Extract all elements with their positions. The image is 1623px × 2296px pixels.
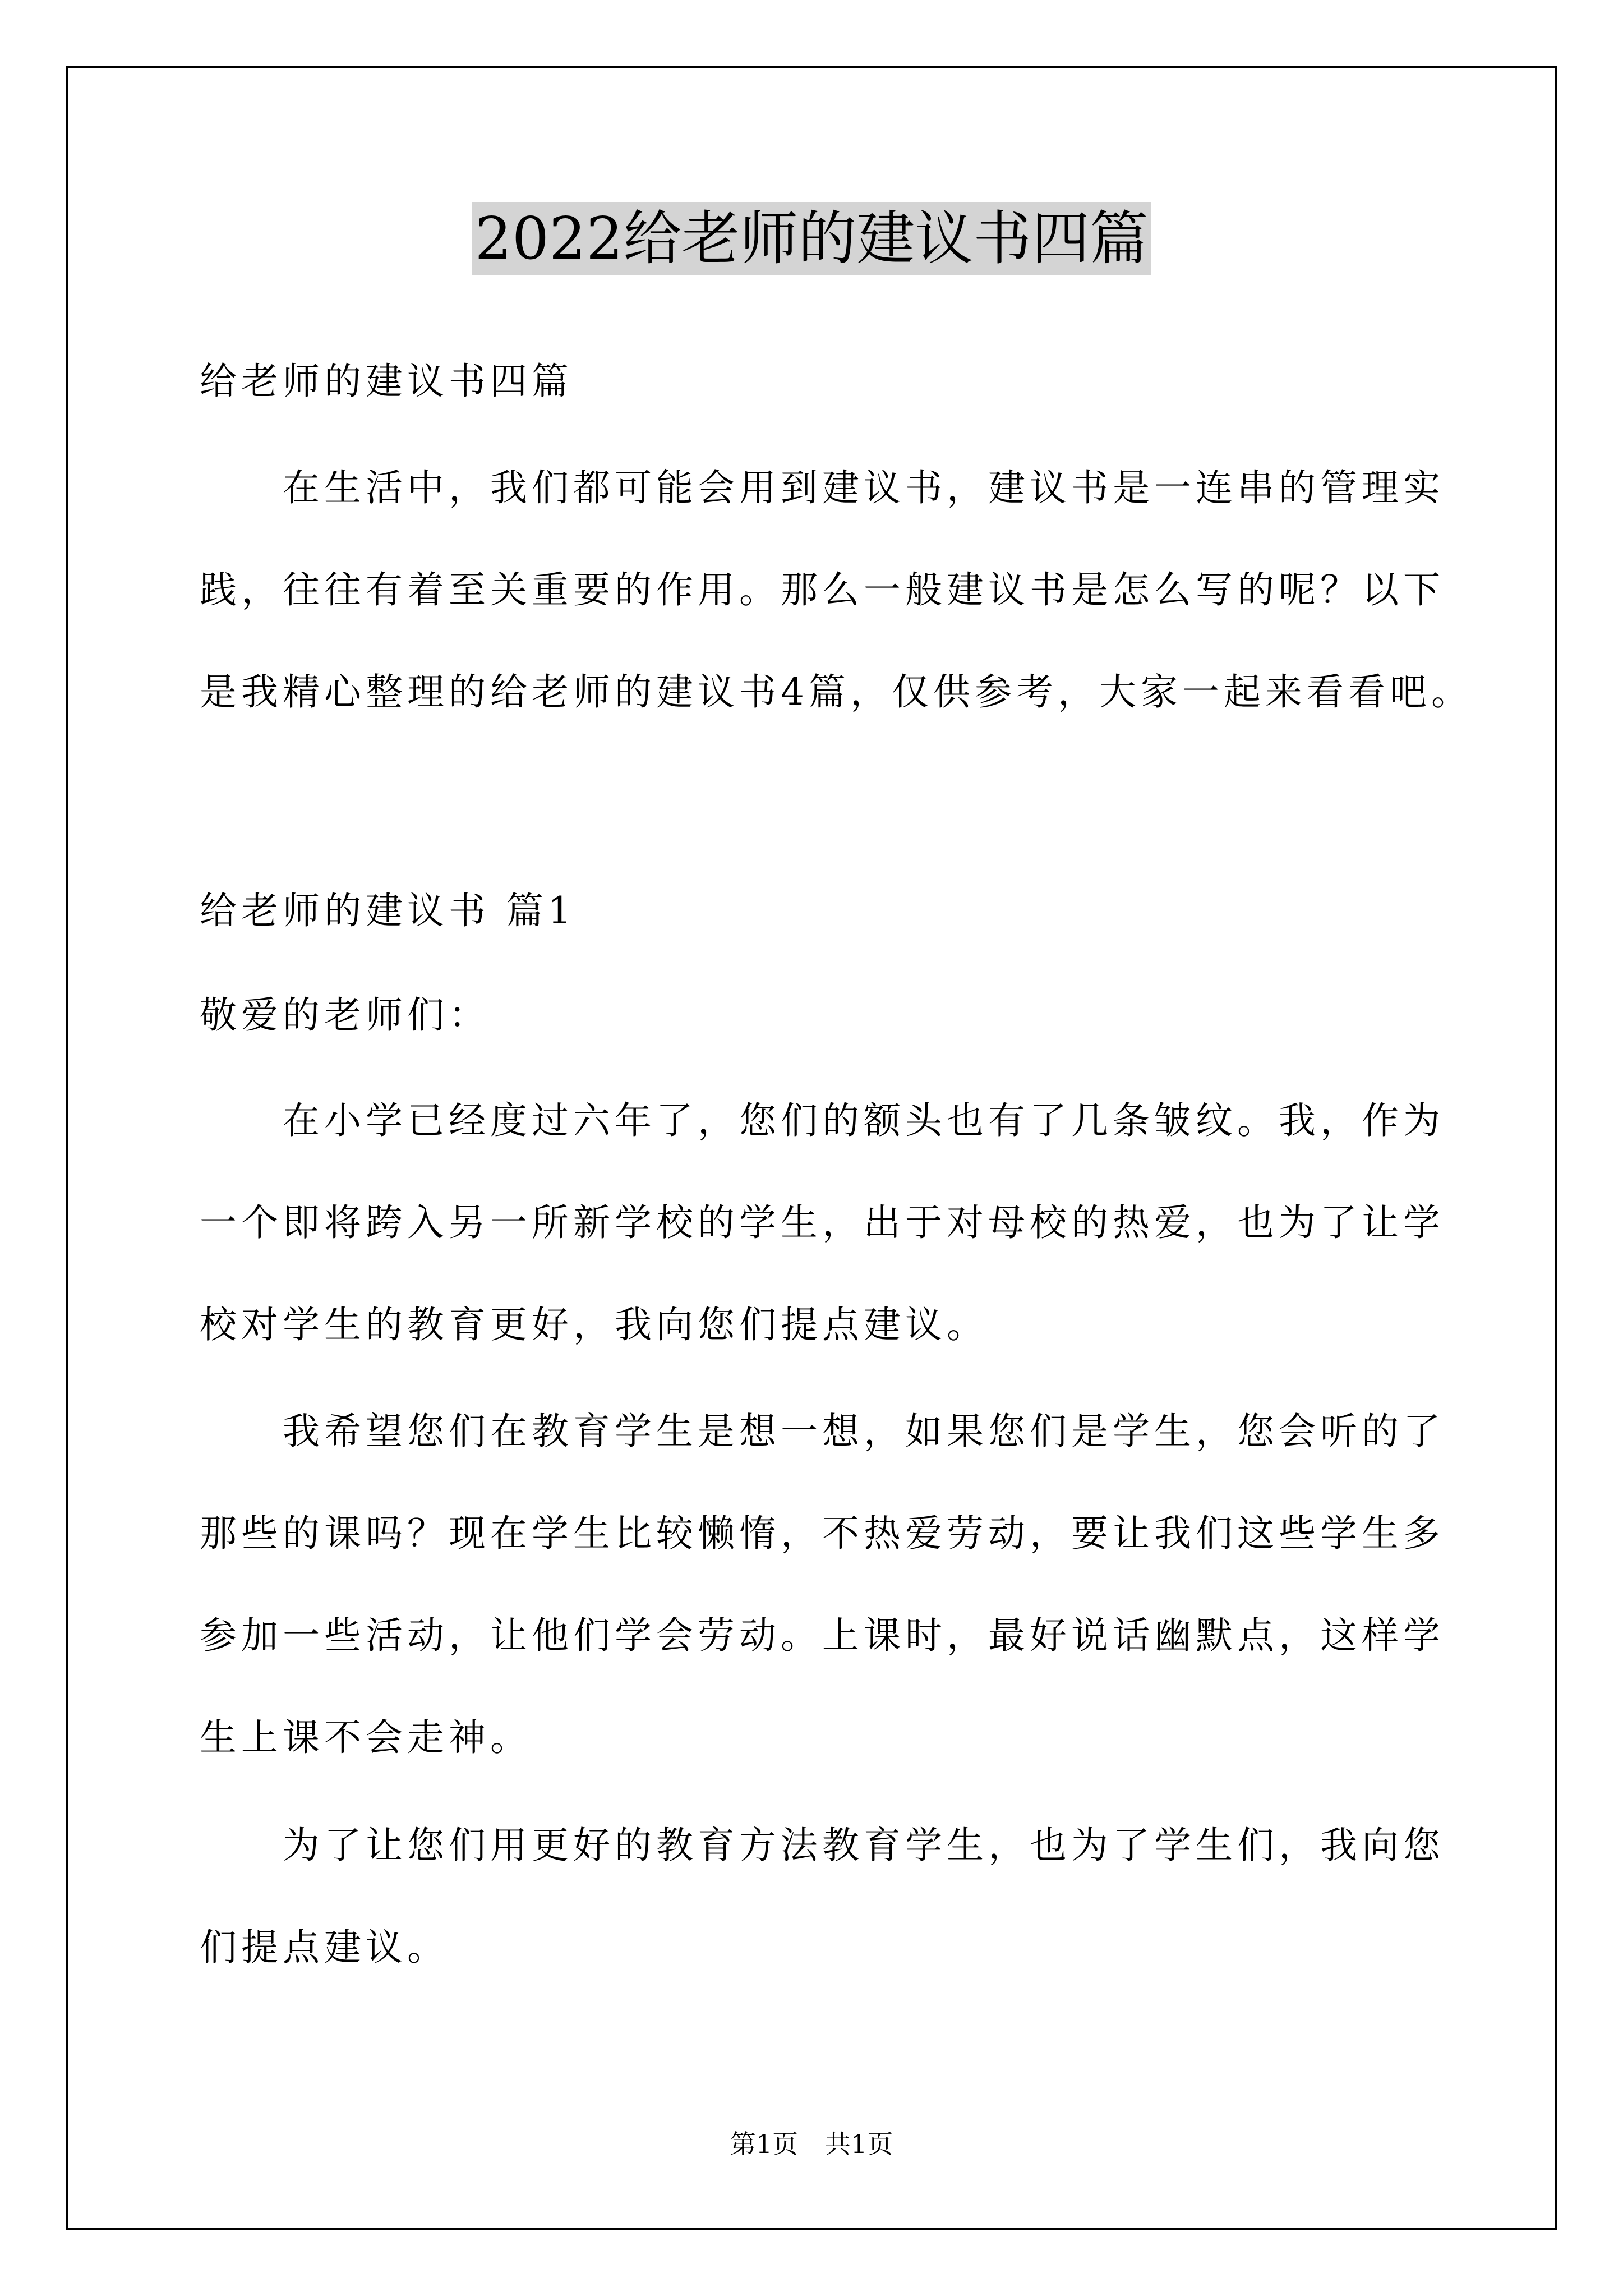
salutation: 敬爱的老师们： <box>200 993 490 1037</box>
paragraph2-line-1: 我希望您们在教育学生是想一想，如果您们是学生，您会听的了 <box>283 1410 1445 1453</box>
page-total: 共1页 <box>825 2129 893 2159</box>
paragraph2-line-4: 生上课不会走神。 <box>200 1716 532 1759</box>
paragraph1-line-3: 校对学生的教育更好，我向您们提点建议。 <box>200 1303 988 1346</box>
paragraph3-line-1: 为了让您们用更好的教育方法教育学生，也为了学生们，我向您 <box>283 1824 1445 1867</box>
intro-line-1: 在生活中，我们都可能会用到建议书，建议书是一连串的管理实 <box>283 466 1445 509</box>
paragraph3-line-2: 们提点建议。 <box>200 1926 449 1969</box>
page-footer <box>0 2127 1623 2161</box>
title-container <box>0 202 1623 275</box>
intro-line-2: 践，往往有着至关重要的作用。那么一般建议书是怎么写的呢？以下 <box>200 568 1445 611</box>
paragraph2-line-3: 参加一些活动，让他们学会劳动。上课时，最好说话幽默点，这样学 <box>200 1614 1445 1657</box>
intro-line-3: 是我精心整理的给老师的建议书4篇，仅供参考，大家一起来看看吧。 <box>200 670 1473 714</box>
paragraph1-line-1: 在小学已经度过六年了，您们的额头也有了几条皱纹。我，作为 <box>283 1099 1445 1142</box>
paragraph2-line-2: 那些的课吗？现在学生比较懒惰，不热爱劳动，要让我们这些学生多 <box>200 1512 1445 1555</box>
document-subtitle: 给老师的建议书四篇 <box>200 360 573 403</box>
page-number: 第1页 <box>730 2129 798 2159</box>
section-heading: 给老师的建议书 篇1 <box>200 889 576 932</box>
paragraph1-line-2: 一个即将跨入另一所新学校的学生，出于对母校的热爱，也为了让学 <box>200 1201 1445 1244</box>
document-title: 2022给老师的建议书四篇 <box>472 202 1152 275</box>
